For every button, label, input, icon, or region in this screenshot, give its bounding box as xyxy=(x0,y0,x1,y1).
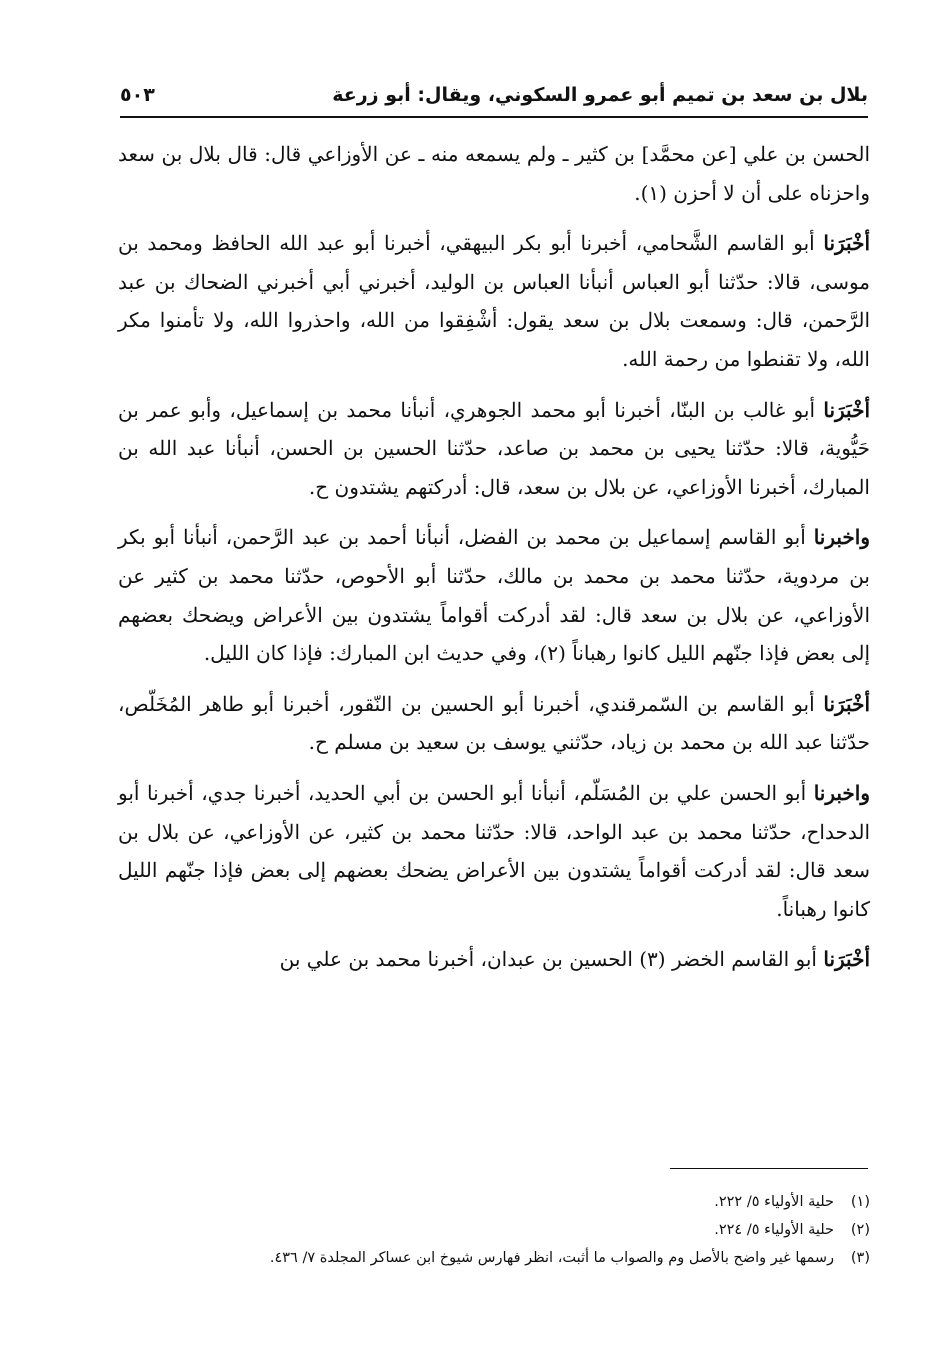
paragraph xyxy=(118,518,870,672)
page-number: ٥٠٣ xyxy=(120,84,155,106)
paragraph xyxy=(118,224,870,378)
paragraph-text: أبو القاسم الشَّحامي، أخبرنا أبو بكر البيهقي، أخبرنا أبو عبد الله الحافظ ومحمد بن موسى، قالا: حدّثنا أبو العباس أنبأنا العباس بن الوليد، أخبرني أبي أخبرني الضحاك بن عبد الرَّحمن، قال: وسمعت بلال بن سعد يقول: أشْفِقوا من الله، واحذروا الله، ولا تأمنوا مكر الله، ولا تقنطوا من رحمة الله. xyxy=(118,231,870,371)
paragraph xyxy=(118,391,870,507)
paragraph-text: أبو غالب بن البنّا، أخبرنا أبو محمد الجوهري، أنبأنا محمد بن إسماعيل، وأبو عمر بن حَيُّوية، قالا: حدّثنا يحيى بن محمد بن صاعد، حدّثنا الحسين بن الحسن، أنبأنا عبد الله بن المبارك، أخبرنا الأوزاعي، عن بلال بن سعد، قال: أدركتهم يشتدون ح. xyxy=(118,397,870,499)
footnote-number: (٣) xyxy=(850,1250,870,1266)
paragraph-lead: أخْبَرَنا xyxy=(823,691,870,716)
paragraph xyxy=(118,940,870,979)
paragraph-lead: أخْبَرَنا xyxy=(823,231,870,256)
paragraph-text: أبو القاسم بن السّمرقندي، أخبرنا أبو الحسين بن النّقور، أخبرنا أبو طاهر المُخَلّص، حدّثنا عبد الله بن محمد بن زياد، حدّثني يوسف بن سعيد بن مسلم ح. xyxy=(118,691,870,755)
footnote-text: رسمها غير واضح بالأصل وم والصواب ما أثبت، انظر فهارس شيوخ ابن عساكر المجلدة ٧/ ٤٣٦. xyxy=(269,1250,834,1266)
running-title: بلال بن سعد بن تميم أبو عمرو السكوني، ويقال: أبو زرعة xyxy=(332,84,868,106)
footnote xyxy=(120,1188,870,1216)
paragraph xyxy=(118,685,870,762)
paragraph-text: أبو القاسم إسماعيل بن محمد بن الفضل، أنبأنا أحمد بن عبد الرَّحمن، أنبأنا أبو بكر بن مردوية، حدّثنا محمد بن محمد بن مالك، حدّثنا أبو الأحوص، حدّثنا محمد بن كثير عن الأوزاعي، عن بلال بن سعد قال: لقد أدركت أقواماً يشتدون بين الأعراض ويضحك بعضهم إلى بعض فإذا جنّهم الليل كانوا رهباناً (٢)، وفي حديث ابن المبارك: فإذا كان الليل. xyxy=(118,525,870,666)
running-header xyxy=(120,80,868,114)
footnote-number: (١) xyxy=(850,1194,870,1210)
footnotes xyxy=(120,1188,870,1272)
paragraph-lead: واخبرنا xyxy=(813,525,871,550)
main-text xyxy=(118,135,870,991)
paragraph-lead: أخْبَرَنا xyxy=(823,397,870,422)
paragraph-lead: أخْبَرَنا xyxy=(823,947,870,972)
footnote-rule xyxy=(670,1168,868,1169)
paragraph-text: الحسن بن علي [عن محمَّد] بن كثير ـ ولم يسمعه منه ـ عن الأوزاعي قال: قال بلال بن سعد واحزناه على أن لا أحزن (١). xyxy=(118,142,870,205)
paragraph-text: أبو القاسم الخضر (٣) الحسين بن عبدان، أخبرنا محمد بن علي بن xyxy=(279,947,824,972)
footnote-number: (٢) xyxy=(850,1222,870,1238)
paragraph xyxy=(118,135,870,212)
footnote-text: حلية الأولياء ٥/ ٢٢٢. xyxy=(714,1194,834,1210)
footnote xyxy=(120,1244,870,1272)
paragraph-lead: واخبرنا xyxy=(813,780,870,805)
header-rule xyxy=(120,116,868,118)
paragraph-text: أبو الحسن علي بن المُسَلّم، أنبأنا أبو الحسن بن أبي الحديد، أخبرنا جدي، أخبرنا أبو الدحداح، حدّثنا محمد بن عبد الواحد، قالا: حدّثنا محمد بن كثير، عن الأوزاعي، عن بلال بن سعد قال: لقد أدركت أقواماً يشتدون بين الأعراض يضحك بعضهم إلى بعض فإذا جنّهم الليل كانوا رهباناً. xyxy=(118,780,870,921)
paragraph xyxy=(118,774,870,928)
footnote-text: حلية الأولياء ٥/ ٢٢٤. xyxy=(714,1222,834,1238)
footnote xyxy=(120,1216,870,1244)
